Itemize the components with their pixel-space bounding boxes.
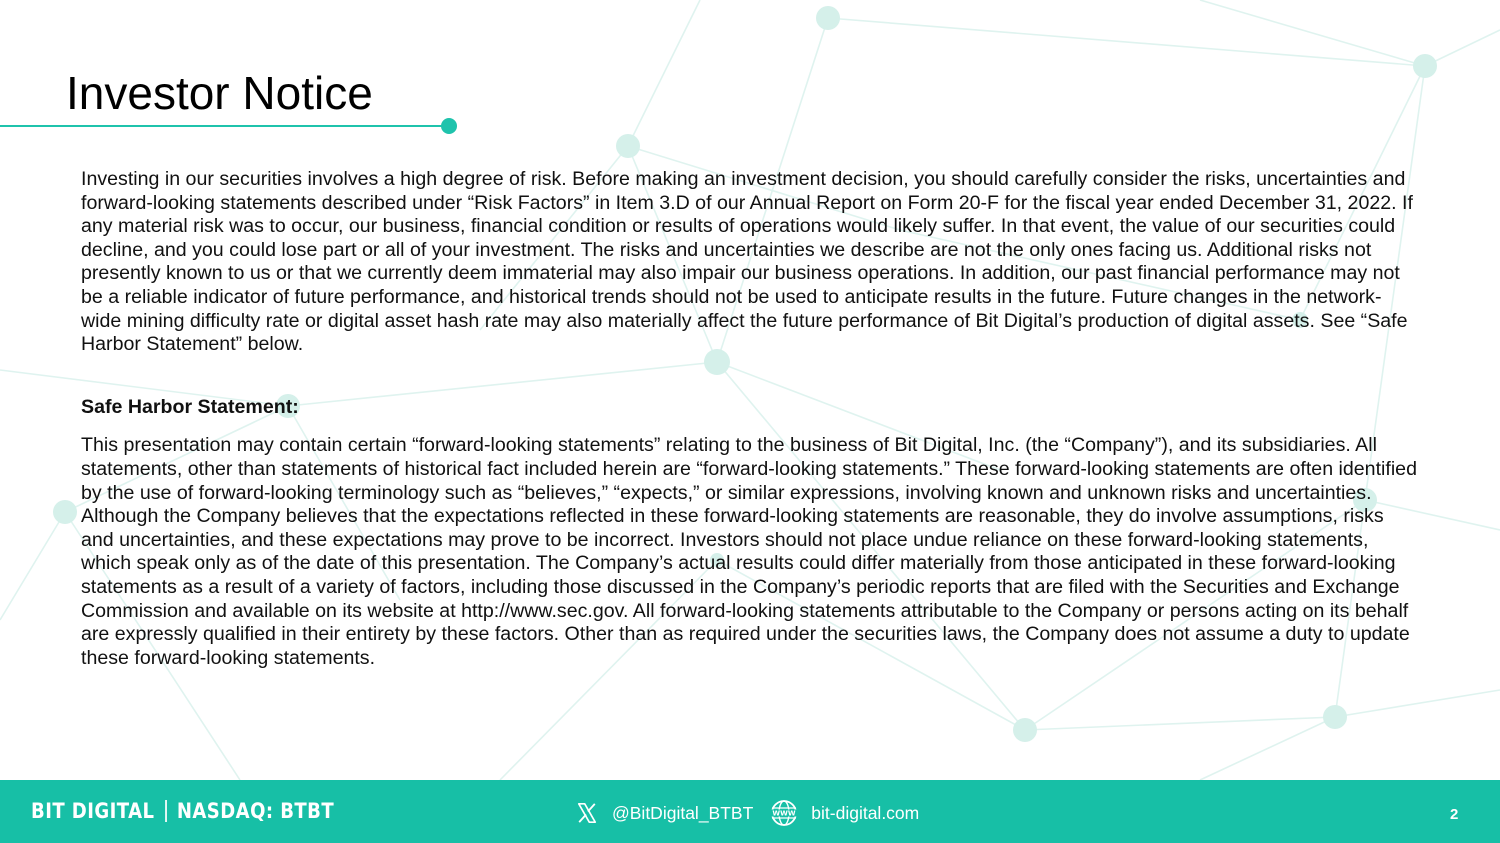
title-underline-dot: [441, 118, 457, 134]
page-title: Investor Notice: [66, 67, 373, 119]
footer-contact-links: [576, 800, 919, 826]
website-link[interactable]: bit-digital.com: [811, 802, 920, 823]
www-globe-icon: [770, 799, 798, 827]
safe-harbor-heading: Safe Harbor Statement:: [81, 395, 299, 418]
brand-separator: [165, 800, 167, 822]
risk-notice-paragraph: Investing in our securities involves a high degree of risk. Before making an investment decision, you should carefully consider the risks, uncertainties and forward-looking statements described under “Risk Factors” in Item 3.D of our Annual Report on Form 20-F for the fiscal year ended December 31, 2022. If any material risk was to occur, our business, financial condition or results of operations would likely suffer. In that event, the value of our securities could decline, and you could lose part or all of your investment. The risks and uncertainties we describe are not the only ones facing us. Additional risks not presently known to us or that we currently deem immaterial may also impair our business operations. In addition, our past financial performance may not be a reliable indicator of future performance, and historical trends should not be used to anticipate results in the future. Future changes in the network-wide mining difficulty rate or digital asset hash rate may also materially affect the future performance of Bit Digital’s production of digital assets. See “Safe Harbor Statement” below.: [81, 168, 1413, 356]
x-logo-icon: [576, 802, 598, 824]
footer-brand-logo: [31, 799, 334, 823]
notice-content: [81, 168, 1421, 670]
svg-text:WWW: WWW: [772, 809, 796, 818]
page-number: 2: [1450, 806, 1459, 823]
title-underline: [0, 125, 449, 127]
twitter-handle-link[interactable]: @BitDigital_BTBT: [612, 802, 754, 823]
ticker-label: NASDAQ: BTBT: [176, 799, 335, 823]
brand-name: BIT DIGITAL: [31, 799, 155, 823]
safe-harbor-paragraph: This presentation may contain certain “forward-looking statements” relating to the business of Bit Digital, Inc. (the “Company”), and its subsidiaries. All statements, other than statements of historical fact included herein are “forward-looking statements.” These forward-looking statements are often identified by the use of forward-looking terminology such as “believes,” “expects,” or similar expressions, involving known and unknown risks and uncertainties. Although the Company believes that the expectations reflected in these forward-looking statements are reasonable, they do involve assumptions, risks and uncertainties, and these expectations may prove to be incorrect. Investors should not place undue reliance on these forward-looking statements, which speak only as of the date of this presentation. The Company’s actual results could differ materially from those anticipated in these forward-looking statements as a result of a variety of factors, including those discussed in the Company’s periodic reports that are filed with the Securities and Exchange Commission and available on its website at http://www.sec.gov. All forward-looking statements attributable to the Company or persons acting on its behalf are expressly qualified in their entirety by these factors. Other than as required under the securities laws, the Company does not assume a duty to update these forward-looking statements.: [81, 434, 1417, 669]
